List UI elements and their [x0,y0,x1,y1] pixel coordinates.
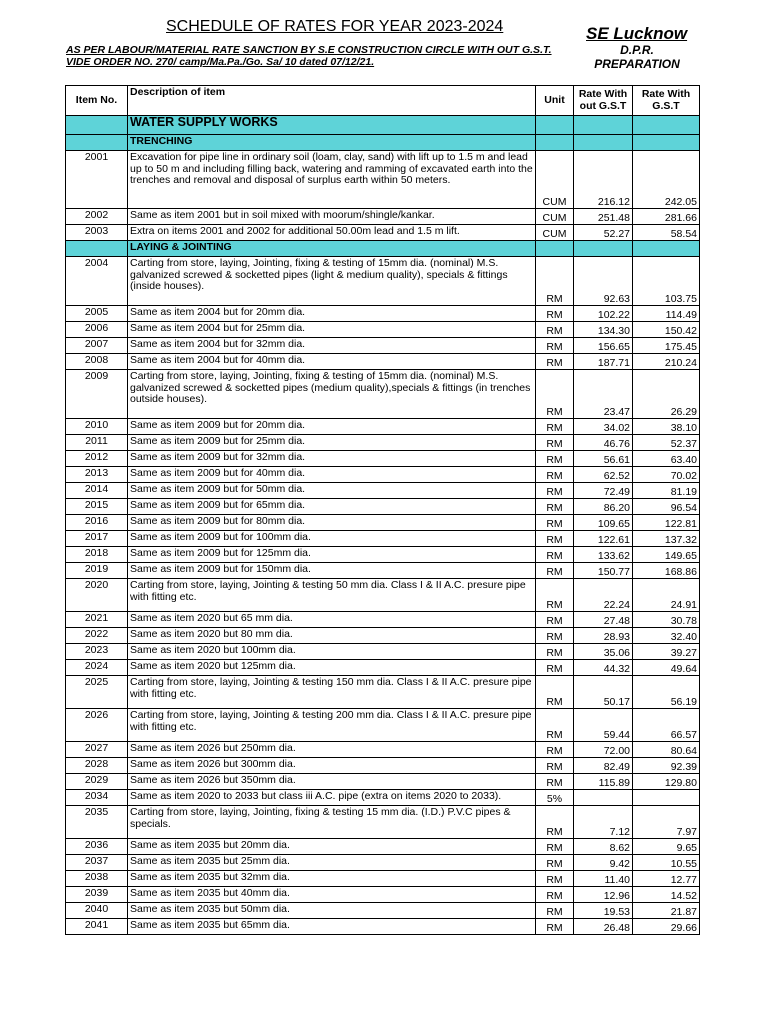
section-title: WATER SUPPLY WORKS [128,116,536,135]
table-row [66,628,700,644]
section-cell [574,241,633,257]
table-row [66,257,700,306]
item-number: 2014 [66,483,128,499]
rate-with-gst: 9.65 [633,839,700,855]
rate-without-gst: 46.76 [574,435,633,451]
table-row [66,563,700,579]
table-row [66,370,700,419]
rate-without-gst: 52.27 [574,225,633,241]
rate-without-gst: 216.12 [574,151,633,209]
table-row [66,676,700,709]
rate-without-gst: 59.44 [574,709,633,742]
item-number: 2003 [66,225,128,241]
item-unit: RM [536,758,574,774]
table-row [66,419,700,435]
section-cell [633,116,700,135]
rate-with-gst: 32.40 [633,628,700,644]
item-number: 2010 [66,419,128,435]
item-unit: RM [536,919,574,935]
rate-without-gst: 187.71 [574,354,633,370]
rate-without-gst: 34.02 [574,419,633,435]
table-row [66,531,700,547]
item-description: Same as item 2004 but for 32mm dia. [128,338,536,354]
header-item-no: Item No. [66,86,128,116]
rate-with-gst: 30.78 [633,612,700,628]
rate-with-gst: 14.52 [633,887,700,903]
table-row [66,547,700,563]
item-number: 2004 [66,257,128,306]
rate-with-gst: 56.19 [633,676,700,709]
rate-with-gst: 49.64 [633,660,700,676]
item-number: 2029 [66,774,128,790]
item-number: 2001 [66,151,128,209]
table-row [66,774,700,790]
item-number: 2005 [66,306,128,322]
rate-with-gst: 242.05 [633,151,700,209]
table-row [66,806,700,839]
rate-without-gst: 7.12 [574,806,633,839]
table-row [66,903,700,919]
rate-without-gst: 50.17 [574,676,633,709]
item-unit: RM [536,742,574,758]
item-unit: RM [536,839,574,855]
section-cell [66,135,128,151]
rates-table [65,85,700,935]
table-row [66,225,700,241]
rate-without-gst: 22.24 [574,579,633,612]
item-number: 2039 [66,887,128,903]
item-description: Same as item 2009 but for 65mm dia. [128,499,536,515]
rate-without-gst: 86.20 [574,499,633,515]
rate-with-gst: 168.86 [633,563,700,579]
rate-with-gst: 52.37 [633,435,700,451]
item-unit: RM [536,612,574,628]
item-unit: RM [536,435,574,451]
table-row [66,758,700,774]
item-description: Same as item 2020 but 125mm dia. [128,660,536,676]
rate-without-gst: 12.96 [574,887,633,903]
rate-without-gst: 156.65 [574,338,633,354]
item-description: Same as item 2004 but for 20mm dia. [128,306,536,322]
table-row [66,855,700,871]
section-cell [574,116,633,135]
item-unit: RM [536,903,574,919]
item-description: Same as item 2009 but for 125mm dia. [128,547,536,563]
page-title: SCHEDULE OF RATES FOR YEAR 2023-2024 [166,18,504,35]
table-row [66,435,700,451]
section-title: LAYING & JOINTING [128,241,536,257]
rate-without-gst: 82.49 [574,758,633,774]
item-description: Same as item 2020 but 80 mm dia. [128,628,536,644]
table-row [66,322,700,338]
item-description: Same as item 2035 but 65mm dia. [128,919,536,935]
item-number: 2018 [66,547,128,563]
table-row [66,709,700,742]
rate-without-gst: 23.47 [574,370,633,419]
rate-with-gst: 80.64 [633,742,700,758]
rate-without-gst: 56.61 [574,451,633,467]
rate-with-gst: 129.80 [633,774,700,790]
rate-with-gst: 103.75 [633,257,700,306]
rate-with-gst: 24.91 [633,579,700,612]
item-description: Same as item 2035 but 32mm dia. [128,871,536,887]
item-description: Same as item 2009 but for 20mm dia. [128,419,536,435]
rate-with-gst: 26.29 [633,370,700,419]
item-unit: RM [536,579,574,612]
section-cell [536,241,574,257]
section-title: TRENCHING [128,135,536,151]
item-description: Same as item 2009 but for 40mm dia. [128,467,536,483]
item-unit: RM [536,676,574,709]
item-number: 2020 [66,579,128,612]
rate-with-gst: 137.32 [633,531,700,547]
subtitle-sanction: AS PER LABOUR/MATERIAL RATE SANCTION BY S.E CONSTRUCTION CIRCLE WITH OUT G.S.T. [66,44,552,56]
item-number: 2012 [66,451,128,467]
rate-with-gst: 210.24 [633,354,700,370]
rate-without-gst: 115.89 [574,774,633,790]
item-description: Same as item 2026 but 350mm dia. [128,774,536,790]
item-number: 2002 [66,209,128,225]
item-number: 2034 [66,790,128,806]
item-description: Same as item 2020 but 100mm dia. [128,644,536,660]
item-number: 2026 [66,709,128,742]
item-description: Same as item 2004 but for 40mm dia. [128,354,536,370]
header-rate-without-gst: Rate With out G.S.T [574,86,633,116]
item-unit: RM [536,547,574,563]
item-description: Same as item 2026 but 250mm dia. [128,742,536,758]
rate-without-gst: 28.93 [574,628,633,644]
rate-without-gst: 133.62 [574,547,633,563]
header-unit: Unit [536,86,574,116]
rate-without-gst: 19.53 [574,903,633,919]
item-description: Same as item 2001 but in soil mixed with moorum/shingle/kankar. [128,209,536,225]
table-row [66,451,700,467]
rate-with-gst: 12.77 [633,871,700,887]
item-number: 2025 [66,676,128,709]
table-row [66,839,700,855]
rate-without-gst: 122.61 [574,531,633,547]
rate-with-gst: 92.39 [633,758,700,774]
item-unit: RM [536,644,574,660]
item-number: 2037 [66,855,128,871]
item-unit: RM [536,338,574,354]
item-unit: RM [536,563,574,579]
item-unit: CUM [536,151,574,209]
subtitle-order: VIDE ORDER NO. 270/ camp/Ma.Pa./Go. Sa/ 10 dated 07/12/21. [66,56,375,68]
item-description: Same as item 2004 but for 25mm dia. [128,322,536,338]
rate-with-gst: 281.66 [633,209,700,225]
rate-with-gst: 39.27 [633,644,700,660]
item-unit: RM [536,871,574,887]
rate-with-gst: 66.57 [633,709,700,742]
item-unit: RM [536,806,574,839]
table-row [66,354,700,370]
table-row [66,483,700,499]
table-row [66,644,700,660]
item-number: 2040 [66,903,128,919]
item-description: Same as item 2020 but 65 mm dia. [128,612,536,628]
item-number: 2011 [66,435,128,451]
rate-without-gst: 27.48 [574,612,633,628]
item-number: 2013 [66,467,128,483]
item-number: 2036 [66,839,128,855]
rate-with-gst [633,790,700,806]
item-unit: RM [536,322,574,338]
item-unit: CUM [536,225,574,241]
item-unit: RM [536,306,574,322]
item-description: Same as item 2009 but for 80mm dia. [128,515,536,531]
rate-with-gst: 122.81 [633,515,700,531]
table-row [66,209,700,225]
rate-with-gst: 7.97 [633,806,700,839]
item-unit: RM [536,531,574,547]
item-number: 2023 [66,644,128,660]
rate-without-gst: 26.48 [574,919,633,935]
item-description: Carting from store, laying, Jointing, fixing & testing 15 mm dia. (I.D.) P.V.C pipes & specials. [128,806,536,839]
item-unit: RM [536,660,574,676]
rate-with-gst: 10.55 [633,855,700,871]
section-cell [66,116,128,135]
rate-without-gst: 102.22 [574,306,633,322]
table-header-row [66,86,700,116]
item-description: Same as item 2026 but 300mm dia. [128,758,536,774]
table-body [66,116,700,935]
table-row [66,151,700,209]
item-unit: RM [536,483,574,499]
item-description: Carting from store, laying, Jointing, fixing & testing of 15mm dia. (nominal) M.S. galvanized screwed & socketted pipes (medium quality),specials & fittings (in trenches outside houses). [128,370,536,419]
item-number: 2024 [66,660,128,676]
rate-without-gst: 44.32 [574,660,633,676]
item-unit: CUM [536,209,574,225]
table-row [66,515,700,531]
rate-without-gst: 134.30 [574,322,633,338]
table-row [66,467,700,483]
rate-with-gst: 114.49 [633,306,700,322]
rate-without-gst: 11.40 [574,871,633,887]
item-unit: RM [536,887,574,903]
table-row [66,499,700,515]
table-row [66,790,700,806]
item-description: Carting from store, laying, Jointing & testing 150 mm dia. Class I & II A.C. presure pipe with fitting etc. [128,676,536,709]
section-row [66,135,700,151]
item-number: 2035 [66,806,128,839]
table-row [66,871,700,887]
section-cell [536,135,574,151]
rate-with-gst: 175.45 [633,338,700,354]
item-number: 2021 [66,612,128,628]
table-row [66,660,700,676]
rate-with-gst: 96.54 [633,499,700,515]
table-row [66,887,700,903]
item-description: Same as item 2009 but for 25mm dia. [128,435,536,451]
item-unit: 5% [536,790,574,806]
item-description: Same as item 2009 but for 150mm dia. [128,563,536,579]
item-unit: RM [536,855,574,871]
item-number: 2006 [66,322,128,338]
item-description: Same as item 2035 but 20mm dia. [128,839,536,855]
item-number: 2019 [66,563,128,579]
item-description: Extra on items 2001 and 2002 for additional 50.00m lead and 1.5 m lift. [128,225,536,241]
rate-with-gst: 150.42 [633,322,700,338]
rate-with-gst: 29.66 [633,919,700,935]
section-cell [633,135,700,151]
item-number: 2009 [66,370,128,419]
section-cell [633,241,700,257]
rate-with-gst: 70.02 [633,467,700,483]
rate-with-gst: 58.54 [633,225,700,241]
office-name: SE Lucknow [586,24,688,43]
item-description: Same as item 2035 but 50mm dia. [128,903,536,919]
item-number: 2017 [66,531,128,547]
section-row [66,116,700,135]
item-number: 2016 [66,515,128,531]
item-description: Same as item 2035 but 25mm dia. [128,855,536,871]
section-cell [536,116,574,135]
rate-without-gst: 62.52 [574,467,633,483]
rate-without-gst: 72.00 [574,742,633,758]
item-description: Same as item 2009 but for 32mm dia. [128,451,536,467]
item-number: 2007 [66,338,128,354]
rate-with-gst: 63.40 [633,451,700,467]
rate-without-gst [574,790,633,806]
table-row [66,742,700,758]
table-row [66,579,700,612]
rate-without-gst: 72.49 [574,483,633,499]
item-description: Carting from store, laying, Jointing, fixing & testing of 15mm dia. (nominal) M.S. galvanized screwed & socketted pipes (light & medium quality), specials & fittings (inside houses). [128,257,536,306]
table-row [66,612,700,628]
item-number: 2041 [66,919,128,935]
rate-without-gst: 9.42 [574,855,633,871]
item-unit: RM [536,774,574,790]
item-unit: RM [536,628,574,644]
rate-without-gst: 92.63 [574,257,633,306]
rate-without-gst: 150.77 [574,563,633,579]
rate-without-gst: 109.65 [574,515,633,531]
item-description: Same as item 2035 but 40mm dia. [128,887,536,903]
item-description: Carting from store, laying, Jointing & testing 200 mm dia. Class I & II A.C. presure pipe with fitting etc. [128,709,536,742]
table-row [66,919,700,935]
item-number: 2008 [66,354,128,370]
item-description: Carting from store, laying, Jointing & testing 50 mm dia. Class I & II A.C. presure pipe with fitting etc. [128,579,536,612]
rate-without-gst: 251.48 [574,209,633,225]
item-number: 2022 [66,628,128,644]
item-number: 2038 [66,871,128,887]
item-number: 2027 [66,742,128,758]
item-description: Excavation for pipe line in ordinary soil (loam, clay, sand) with lift up to 1.5 m and lead up to 50 m and including filling back, watering and ramming of excavated earth into the trenches and removal and disposal of surplus earth within 50 meters. [128,151,536,209]
item-unit: RM [536,354,574,370]
table-row [66,306,700,322]
item-description: Same as item 2009 but for 50mm dia. [128,483,536,499]
item-description: Same as item 2009 but for 100mm dia. [128,531,536,547]
rate-with-gst: 81.19 [633,483,700,499]
item-unit: RM [536,709,574,742]
item-unit: RM [536,499,574,515]
dpr-label: D.P.R. [620,43,654,57]
section-row [66,241,700,257]
preparation-label: PREPARATION [594,57,680,71]
item-unit: RM [536,451,574,467]
rate-with-gst: 149.65 [633,547,700,563]
section-cell [574,135,633,151]
item-unit: RM [536,515,574,531]
item-description: Same as item 2020 to 2033 but class iii A.C. pipe (extra on items 2020 to 2033). [128,790,536,806]
table-row [66,338,700,354]
rate-with-gst: 21.87 [633,903,700,919]
item-number: 2015 [66,499,128,515]
item-unit: RM [536,257,574,306]
rate-with-gst: 38.10 [633,419,700,435]
header-rate-with-gst: Rate With G.S.T [633,86,700,116]
item-unit: RM [536,419,574,435]
header-description: Description of item [128,86,536,116]
item-unit: RM [536,370,574,419]
section-cell [66,241,128,257]
rate-without-gst: 35.06 [574,644,633,660]
rate-without-gst: 8.62 [574,839,633,855]
item-unit: RM [536,467,574,483]
item-number: 2028 [66,758,128,774]
